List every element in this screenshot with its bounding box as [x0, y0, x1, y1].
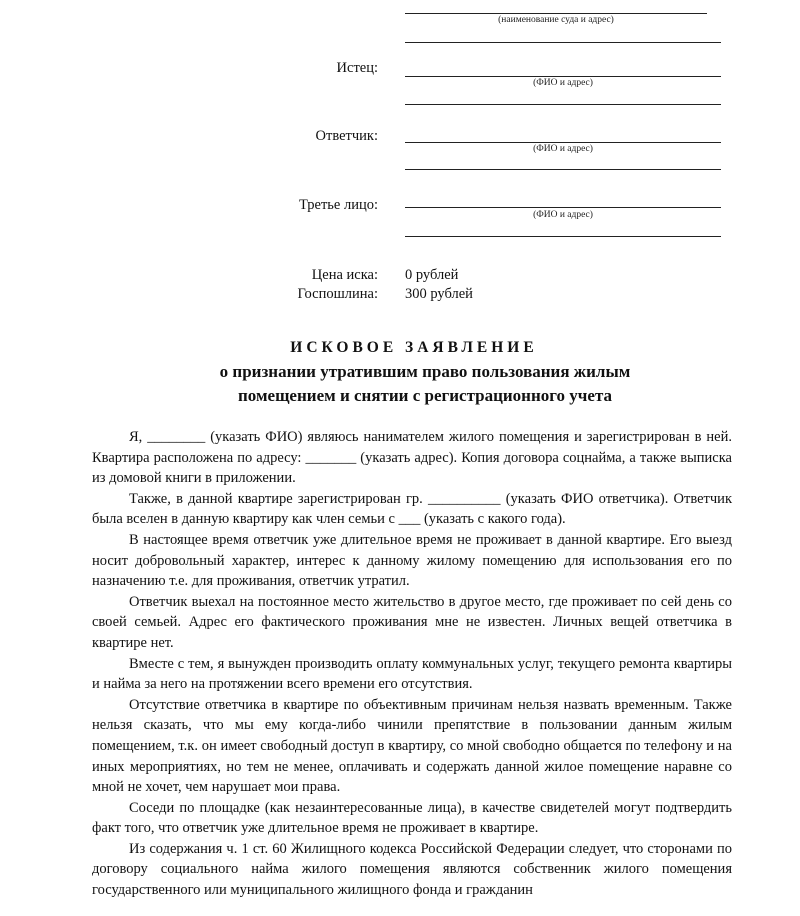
body-paragraph: Я, ________ (указать ФИО) являюсь нанимателем жилого помещения и зарегистрирован в ней. Квартира расположена по адресу: _______ (указать адрес). Копия договора соцнайма, а также выписка из домовой книги в приложении.	[92, 429, 732, 487]
plaintiff-address-line	[405, 104, 721, 105]
body-paragraph: Также, в данной квартире зарегистрирован гр. __________ (указать ФИО ответчика). Ответчик была вселен в данную квартиру как член семьи с ___ (указать с какого года).	[92, 490, 732, 528]
defendant-address-line	[405, 169, 721, 170]
court-address-line	[405, 42, 721, 43]
body-paragraph: В настоящее время ответчик уже длительное время не проживает в данной квартире. Его выезд носит добровольный характер, интерес к данному жилому помещению для использования его по назначению т.е. для проживания, ответчик утратил.	[92, 531, 732, 590]
defendant-name-line	[405, 142, 721, 143]
plaintiff-label: Истец:	[336, 60, 378, 76]
defendant-caption: (ФИО и адрес)	[533, 144, 593, 154]
document-body	[92, 427, 732, 901]
court-name-line	[405, 13, 707, 14]
body-paragraph: Вместе с тем, я вынужден производить оплату коммунальных услуг, текущего ремонта квартиры и найма за него на протяжении всего времени его отсутствия.	[92, 655, 732, 693]
third-party-label: Третье лицо:	[298, 197, 378, 213]
body-paragraph: Отсутствие ответчика в квартире по объективным причинам нельзя назвать временным. Также нельзя сказать, что мы ему когда-либо чинили препятствие в пользовании данным жилым помещением, т.к. он имеет свободный доступ в квартиру, со мной свободно общается по телефону и на иных мероприятиях, но тем не менее, оплачивать и содержать данной жилое помещение наравне со мной не хочет, чем нарушает мои права.	[92, 696, 732, 796]
plaintiff-caption: (ФИО и адрес)	[533, 78, 593, 88]
body-paragraph: Ответчик выехал на постоянное место жительство в другое место, где проживает по сей день со своей семьей. Адрес его фактического проживания мне не известен. Личных вещей ответчика в квартире нет.	[92, 593, 732, 651]
document-subtitle-line-1: о признании утратившим право пользования жилым	[219, 362, 631, 381]
body-paragraph: Из содержания ч. 1 ст. 60 Жилищного кодекса Российской Федерации следует, что сторонами по договору социального найма жилого помещения являются собственник жилого помещения государственного или муниципального жилищного фонда и гражданин	[92, 840, 732, 899]
third-party-address-line	[405, 236, 721, 237]
document-title: ИСКОВОЕ ЗАЯВЛЕНИЕ	[290, 339, 538, 356]
state-fee-label: Госпошлина:	[297, 286, 378, 302]
state-fee-value: 300 рублей	[405, 286, 473, 302]
third-party-name-line	[405, 207, 721, 208]
body-paragraph: Соседи по площадке (как незаинтересованные лица), в качестве свидетелей могут подтвердить факт того, что ответчик уже длительное время не проживает в квартире.	[92, 799, 732, 837]
document-subtitle-line-2: помещением и снятии с регистрационного учета	[237, 386, 613, 405]
court-caption: (наименование суда и адрес)	[498, 15, 614, 25]
defendant-label: Ответчик:	[315, 128, 378, 144]
plaintiff-name-line	[405, 76, 721, 77]
third-party-caption: (ФИО и адрес)	[533, 210, 593, 220]
claim-price-label: Цена иска:	[311, 267, 378, 283]
claim-price-value: 0 рублей	[405, 267, 459, 283]
